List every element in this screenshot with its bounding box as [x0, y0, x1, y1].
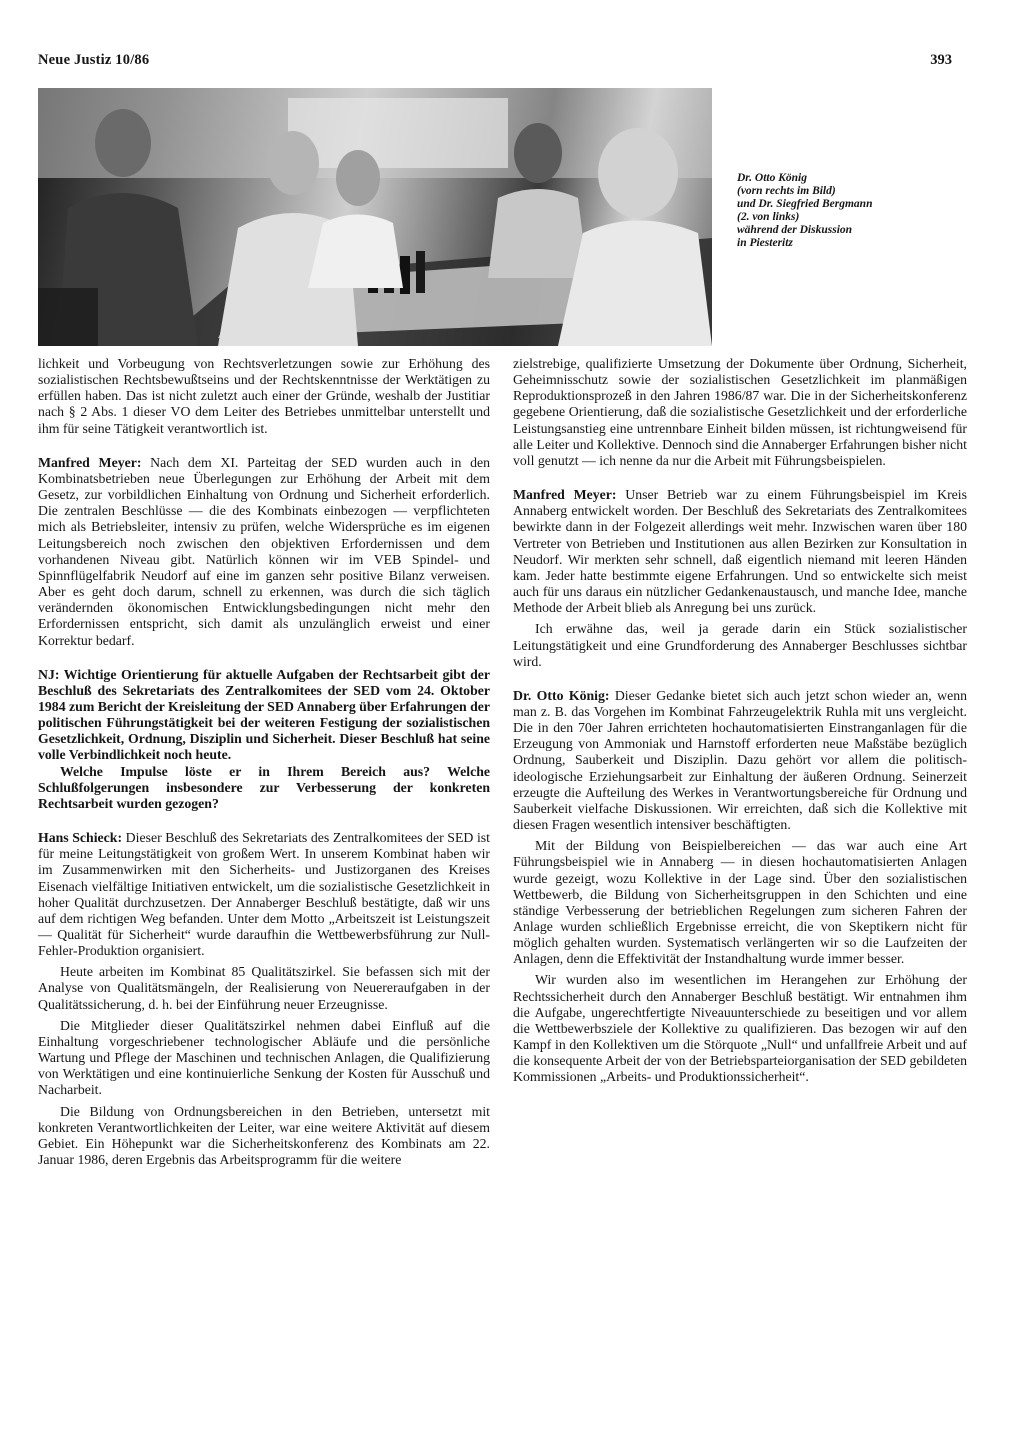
interview-question: Welche Impulse löste er in Ihrem Bereich aus? Welche Schlußfolgerungen insbesondere zur Verbesserung der konkreten Rechtsarbeit wurden gezogen? — [38, 763, 490, 811]
paragraph-text: Dieser Gedanke bietet sich auch jetzt schon wieder an, wenn man z. B. das Vorgehen im Kombinat Fahrzeugelektrik Ruhla mit uns vergleicht. Die in den 70er Jahren errichteten hochautomatisierten Einstranganlagen für die Erzeugung von Ammoniak und Harnstoff erforderten neue Maßstäbe bezüglich Ordnung, Sauberkeit und Disziplin. Dazu gehört vor allem die politisch-ideologische Erziehungsarbeit zur Einhaltung der äußeren Ordnung. Seinerzeit erzeugte die Aufteilung des Werkes in Verantwortungsbereiche für Ordnung und Sauberkeit vielfache Diskussionen. Wir erreichten, daß sich die Kollektive mit diesen Fragen wesentlich intensiver beschäftigten. — [513, 687, 967, 833]
paragraph: Die Bildung von Ordnungsbereichen in den Betrieben, untersetzt mit konkreten Verantwortlichkeiten der Leiter, war eine weitere Aktivität auf diesem Gebiet. Ein Höhepunkt war die Sicherheitskonferenz des Kombinats am 22. Januar 1986, deren Ergebnis das Arbeitsprogramm für die weitere — [38, 1103, 490, 1168]
speaker-name: Manfred Meyer: — [513, 487, 617, 503]
photo-illustration — [38, 88, 712, 346]
journal-title: Neue Justiz 10/86 — [38, 52, 150, 68]
paragraph: Mit der Bildung von Beispielbereichen — das war auch eine Art Führungsbeispiel wie in Annaberg — in diesen hochautomatisierten Anlagen wurde gezeigt, wozu Kollektive in der Lage sind. Über den sozialistischen Wettbewerb, die Bildung von Sicherheitsgruppen in den Schichten und eine ständige Verbesserung der betrieblichen Regelungen zum sicheren Fahren der Anlage wurden schließlich Ergebnisse erreicht, die von Skeptikern nicht für möglich gehalten wurden. Systematisch verlängerten wir so die Laufzeiten der Anlagen, denn die Effektivität der Instandhaltung wurde immer besser. — [513, 838, 967, 967]
paragraph: Die Mitglieder dieser Qualitätszirkel nehmen dabei Einfluß auf die Einhaltung vorgeschriebener technologischer Abläufe und die persönliche Wartung und Pflege der Maschinen und technischen Anlagen, die Qualifizierung von Werktätigen und eine kontinuierliche Senkung der Kosten für Ausschuß und Nacharbeit. — [38, 1017, 490, 1098]
paragraph-text: Dieser Beschluß des Sekretariats des Zentralkomitees der SED ist für meine Leitungstätigkeit von großem Wert. In unserem Kombinat haben wir im Zusammenwirken mit den Sicherheits- und Justizorganen des Kreises Eisenach vielfältige Initiativen entwickelt, um die sozialistische Gesetzlichkeit in hoher Qualität durchzusetzen. Der Annaberger Beschluß bestätigte, daß wir uns auf dem richtigen Weg befanden. Unter dem Motto „Arbeitszeit ist Leistungszeit — Qualität für Sicherheit“ wurde daraufhin die Wettbewerbsführung zur Null-Fehler-Produktion organisiert. — [38, 830, 490, 959]
caption-line: (vorn rechts im Bild) — [737, 185, 836, 197]
caption-line: (2. von links) — [737, 211, 800, 223]
discussion-photo — [38, 88, 712, 346]
paragraph: Ich erwähne das, weil ja gerade darin ein Stück sozialistischer Leitungstätigkeit und eine Grundforderung des Annaberger Beschlusses sichtbar wird. — [513, 621, 967, 669]
paragraph-text: Unser Betrieb war zu einem Führungsbeispiel im Kreis Annaberg entwickelt worden. Der Beschluß des Sekretariats des Zentralkomitees bewirkte dann in der Folgezeit allerdings weit mehr. Inzwischen waren über 180 Vertreter von Betrieben und Institutionen aus allen Bezirken zur Konsultation in Neudorf. Wir merkten sehr schnell, daß eigentlich niemand mit leeren Händen kam. Jeder hatte bestimmte eigene Erfahrungen. Und so entwickelte sich meist auch für uns daraus ein nützlicher Gedankenaustausch, und manche Idee, manche Methode der Arbeit blieb als Anregung bei uns zurück. — [513, 487, 967, 616]
paragraph-text: Nach dem XI. Parteitag der SED wurden auch in den Kombinatsbetrieben neue Überlegungen zur Erhöhung der Arbeit mit dem Gesetz, zur vorbildlichen Einhaltung von Ordnung und Sicherheit erforderlich. Die zentralen Beschlüsse — die des Kombinats einbezogen — verpflichteten mich als Betriebsleiter, intensiv zu prüfen, welche Widersprüche es im eigenen Leitungsbereich noch zwischen den objektiven Erfordernissen und dem vorhandenen Niveau gibt. Natürlich können wir im VEB Spindel- und Spinnflügelfabrik Neudorf auf eine im ganzen sehr positive Bilanz verweisen. Aber es geht doch darum, schnell zu erkennen, was durch die sich täglich verändernden ökonomischen Entwicklungsbedingungen nicht mehr den Erfordernissen entspricht, sich damit als unzulänglich erweist und einer Korrektur bedarf. — [38, 454, 490, 648]
caption-line: in Piesteritz — [737, 237, 793, 249]
right-column — [513, 356, 967, 1086]
paragraph — [513, 688, 967, 833]
photo-caption — [737, 172, 987, 250]
speaker-name: Hans Schieck: — [38, 830, 123, 846]
caption-line: und Dr. Siegfried Bergmann — [737, 198, 873, 210]
paragraph — [38, 830, 490, 959]
interview-question: NJ: Wichtige Orientierung für aktuelle Aufgaben der Rechtsarbeit gibt der Beschluß des Sekretariats des Zentralkomitees der SED vom 24. Oktober 1984 zum Bericht der Kreisleitung der SED Annaberg über Erfahrungen der politischen Führungstätigkeit bei der weiteren Festigung der sozialistischen Gesetzlichkeit, Ordnung, Disziplin und Sicherheit. Dieser Beschluß hat seine volle Verbindlichkeit noch heute. — [38, 666, 490, 763]
page-number: 393 — [930, 52, 952, 68]
paragraph: lichkeit und Vorbeugung von Rechtsverletzungen sowie zur Erhöhung des sozialistischen Rechtsbewußtseins und der Rechtskenntnisse der Werktätigen zu erfüllen haben. Das ist nicht zuletzt auch einer der Gründe, weshalb der Justitiar nach § 2 Abs. 1 dieser VO dem Leiter des Betriebes unmittelbar unterstellt und ihm für seine Tätigkeit verantwortlich ist. — [38, 356, 490, 436]
paragraph — [513, 487, 967, 616]
paragraph: zielstrebige, qualifizierte Umsetzung der Dokumente über Ordnung, Sicherheit, Geheimnisschutz sowie der sozialistischen Gesetzlichkeit im planmäßigen Reproduktionsprozeß in den Jahren 1986/87 war. Die in der Sicherheitskonferenz gegebene Orientierung, daß die sozialistische Gesetzlichkeit und der erforderliche Leistungsanstieg eine untrennbare Einheit bilden müssen, ist richtungweisend für alle Leiter und Kollektive. Dennoch sind die Annaberger Erfahrungen bisher nicht voll genutzt — ich nenne da nur die Arbeit mit Führungsbeispielen. — [513, 356, 967, 468]
left-column — [38, 356, 490, 1168]
speaker-name: Dr. Otto König: — [513, 687, 610, 703]
caption-line: während der Diskussion — [737, 224, 853, 236]
paragraph: Heute arbeiten im Kombinat 85 Qualitätszirkel. Sie befassen sich mit der Analyse von Qualitätsmängeln, der Realisierung von Neuereraufgaben in der Qualitätssicherung, d. h. bei der Einführung neuer Erzeugnisse. — [38, 964, 490, 1012]
caption-line: Dr. Otto König — [737, 172, 807, 184]
speaker-name: Manfred Meyer: — [38, 454, 142, 470]
paragraph: Wir wurden also im wesentlichen im Herangehen zur Erhöhung der Rechtssicherheit durch den Annaberger Beschluß bestätigt. Wir entnahmen ihm die Aufgabe, ungerechtfertigte Niveauunterschiede zu beseitigen und vor allem die Wettbewerbsziele der Kollektive zu qualifizieren. Das bezogen wir auf den Kampf in den Kollektiven um die Störquote „Null“ und unfallfreie Arbeit und auf die konsequente Arbeit der von der Betriebsparteiorganisation der SED gebildeten Kommissionen „Arbeits- und Produktionssicherheit“. — [513, 972, 967, 1085]
paragraph — [38, 455, 490, 649]
